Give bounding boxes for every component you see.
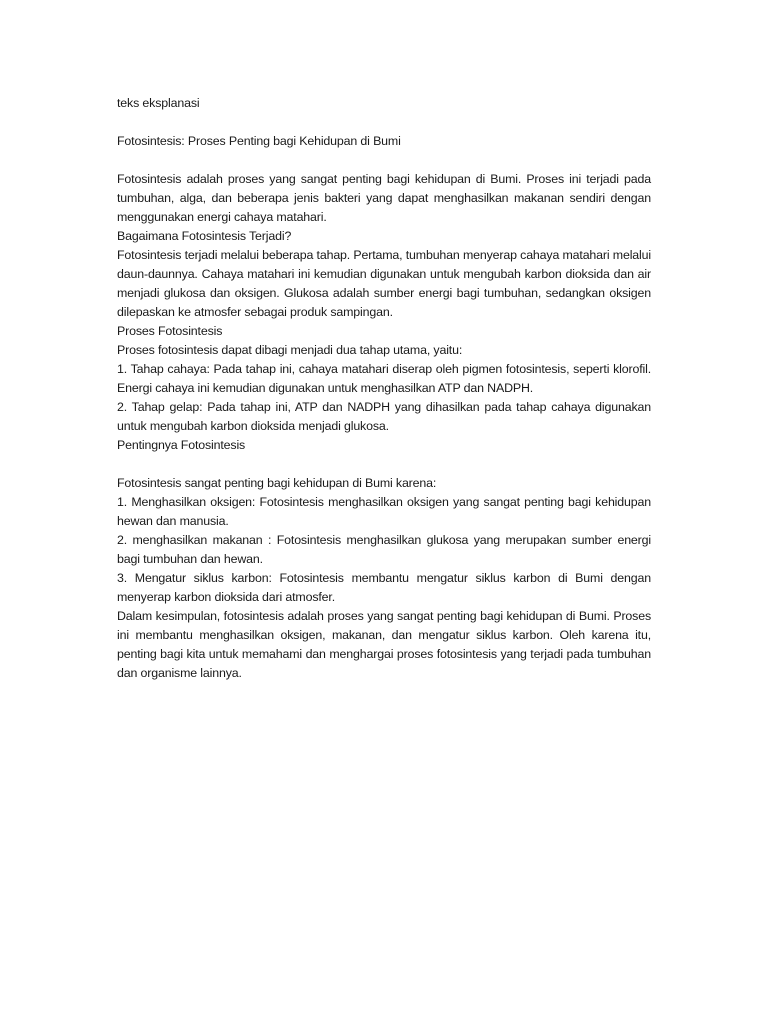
document-title: Fotosintesis: Proses Penting bagi Kehidupan di Bumi: [117, 134, 401, 148]
importance-point-1: 1. Menghasilkan oksigen: Fotosintesis menghasilkan oksigen yang sangat penting bagi kehidupan hewan dan manusia.: [117, 495, 651, 528]
conclusion-paragraph: Dalam kesimpulan, fotosintesis adalah proses yang sangat penting bagi kehidupan di Bumi. Proses ini membantu menghasilkan oksigen, makanan, dan mengatur siklus karbon. Oleh karena itu, penting bagi kita untuk memahami dan menghargai proses fotosintesis yang terjadi pada tumbuhan dan organisme lainnya.: [117, 609, 651, 680]
importance-point-3: 3. Mengatur siklus karbon: Fotosintesis membantu mengatur siklus karbon di Bumi dengan menyerap karbon dioksida dari atmosfer.: [117, 571, 651, 604]
document-body: [117, 94, 651, 683]
process-paragraph: Proses fotosintesis dapat dibagi menjadi dua tahap utama, yaitu:: [117, 343, 463, 357]
heading-process: Proses Fotosintesis: [117, 324, 223, 338]
heading-importance: Pentingnya Fotosintesis: [117, 438, 246, 452]
heading-how: Bagaimana Fotosintesis Terjadi?: [117, 229, 292, 243]
importance-paragraph: Fotosintesis sangat penting bagi kehidupan di Bumi karena:: [117, 476, 437, 490]
blank-line: [117, 113, 651, 132]
intro-paragraph: Fotosintesis adalah proses yang sangat penting bagi kehidupan di Bumi. Proses ini terjadi pada tumbuhan, alga, dan beberapa jenis bakteri yang dapat menghasilkan makanan sendiri dengan menggunakan energi cahaya matahari.: [117, 172, 651, 224]
blank-line: [117, 151, 651, 170]
document-label: teks eksplanasi: [117, 96, 200, 110]
process-step-2: 2. Tahap gelap: Pada tahap ini, ATP dan NADPH yang dihasilkan pada tahap cahaya digunakan untuk mengubah karbon dioksida menjadi glukosa.: [117, 400, 651, 433]
blank-line: [117, 455, 651, 474]
process-step-1: 1. Tahap cahaya: Pada tahap ini, cahaya matahari diserap oleh pigmen fotosintesis, seperti klorofil. Energi cahaya ini kemudian digunakan untuk menghasilkan ATP dan NADPH.: [117, 362, 651, 395]
importance-point-2: 2. menghasilkan makanan : Fotosintesis menghasilkan glukosa yang merupakan sumber energi bagi tumbuhan dan hewan.: [117, 533, 651, 566]
how-paragraph: Fotosintesis terjadi melalui beberapa tahap. Pertama, tumbuhan menyerap cahaya matahari melalui daun-daunnya. Cahaya matahari ini kemudian digunakan untuk mengubah karbon dioksida dan air menjadi glukosa dan oksigen. Glukosa adalah sumber energi bagi tumbuhan, sedangkan oksigen dilepaskan ke atmosfer sebagai produk sampingan.: [117, 248, 651, 319]
